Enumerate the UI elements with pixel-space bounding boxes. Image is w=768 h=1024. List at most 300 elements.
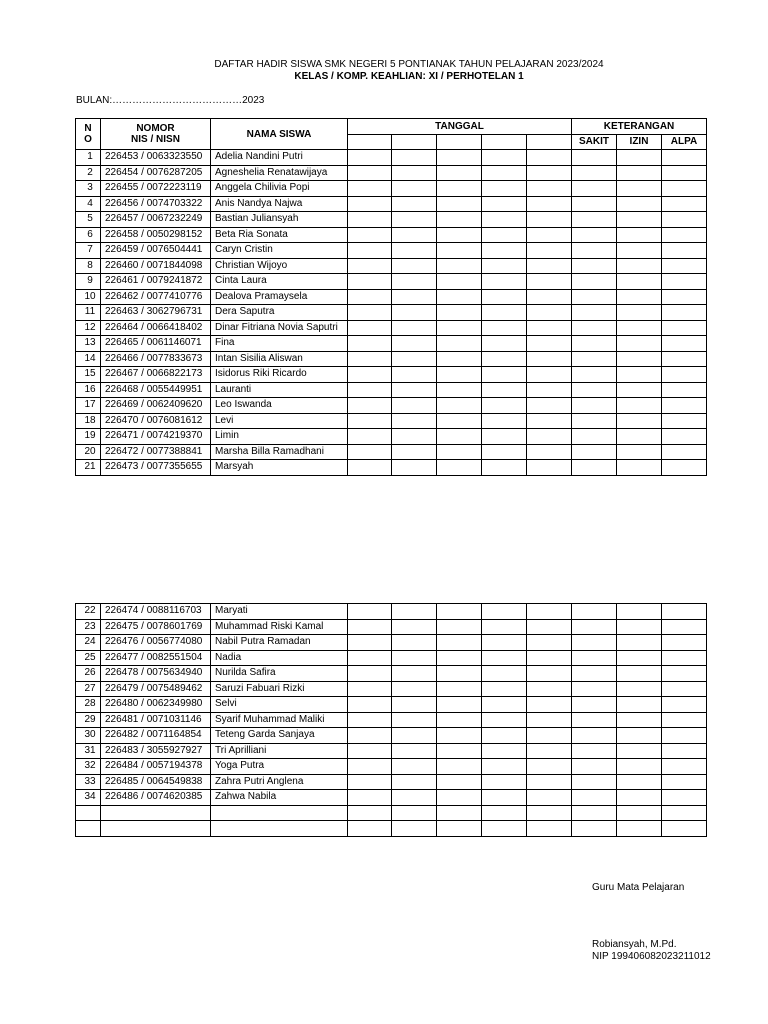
student-name xyxy=(211,821,348,837)
student-nis: 226461 / 0079241872 xyxy=(101,274,211,290)
sakit-cell xyxy=(572,790,617,806)
date-cell xyxy=(392,604,437,620)
date-cell xyxy=(527,460,572,476)
date-cell xyxy=(348,790,392,806)
student-name: Dera Saputra xyxy=(211,305,348,321)
date-cell xyxy=(392,681,437,697)
student-nis: 226465 / 0061146071 xyxy=(101,336,211,352)
sakit-cell xyxy=(572,774,617,790)
date-cell xyxy=(392,305,437,321)
student-name: Marsha Billa Ramadhani xyxy=(211,444,348,460)
student-no: 20 xyxy=(76,444,101,460)
izin-cell xyxy=(617,398,662,414)
student-no: 25 xyxy=(76,650,101,666)
student-no: 33 xyxy=(76,774,101,790)
student-no: 2 xyxy=(76,165,101,181)
date-cell xyxy=(348,743,392,759)
date-cell xyxy=(527,367,572,383)
date-cell xyxy=(482,604,527,620)
date-cell xyxy=(437,165,482,181)
date-cell xyxy=(527,444,572,460)
document-title: DAFTAR HADIR SISWA SMK NEGERI 5 PONTIANAK TAHUN PELAJARAN 2023/2024 xyxy=(214,59,604,70)
izin-cell xyxy=(617,413,662,429)
alpa-cell xyxy=(662,243,707,259)
date-cell xyxy=(482,382,527,398)
date-cell xyxy=(392,635,437,651)
table-row xyxy=(76,196,707,212)
date-cell xyxy=(348,258,392,274)
izin-cell xyxy=(617,759,662,775)
date-cell xyxy=(437,429,482,445)
alpa-cell xyxy=(662,790,707,806)
date-cell xyxy=(437,336,482,352)
student-name: Intan Sisilia Aliswan xyxy=(211,351,348,367)
alpa-cell xyxy=(662,619,707,635)
student-nis: 226473 / 0077355655 xyxy=(101,460,211,476)
table-row xyxy=(76,712,707,728)
student-no: 4 xyxy=(76,196,101,212)
date-cell xyxy=(482,320,527,336)
student-nis: 226482 / 0071164854 xyxy=(101,728,211,744)
student-no: 27 xyxy=(76,681,101,697)
sakit-cell xyxy=(572,728,617,744)
sakit-cell xyxy=(572,181,617,197)
date-cell-header xyxy=(392,134,437,150)
date-cell xyxy=(348,150,392,166)
date-cell xyxy=(348,351,392,367)
student-nis: 226469 / 0062409620 xyxy=(101,398,211,414)
date-cell xyxy=(348,274,392,290)
izin-cell xyxy=(617,150,662,166)
student-no: 31 xyxy=(76,743,101,759)
date-cell xyxy=(482,258,527,274)
student-no xyxy=(76,821,101,837)
date-cell xyxy=(392,429,437,445)
student-nis: 226468 / 0055449951 xyxy=(101,382,211,398)
date-cell xyxy=(392,243,437,259)
student-nis: 226478 / 0075634940 xyxy=(101,666,211,682)
header-nomor-line2: NIS / NISN xyxy=(131,134,180,145)
sakit-cell xyxy=(572,165,617,181)
izin-cell xyxy=(617,790,662,806)
date-cell xyxy=(437,635,482,651)
student-name: Syarif Muhammad Maliki xyxy=(211,712,348,728)
sakit-cell xyxy=(572,444,617,460)
date-cell xyxy=(437,181,482,197)
student-no: 34 xyxy=(76,790,101,806)
student-no: 11 xyxy=(76,305,101,321)
izin-cell xyxy=(617,305,662,321)
date-cell xyxy=(482,305,527,321)
date-cell-header xyxy=(482,134,527,150)
student-no: 29 xyxy=(76,712,101,728)
student-no: 21 xyxy=(76,460,101,476)
date-cell xyxy=(482,759,527,775)
student-name: Nurilda Safira xyxy=(211,666,348,682)
date-cell xyxy=(392,289,437,305)
student-nis: 226466 / 0077833673 xyxy=(101,351,211,367)
student-nis: 226459 / 0076504441 xyxy=(101,243,211,259)
sakit-cell xyxy=(572,681,617,697)
date-cell xyxy=(437,681,482,697)
student-name: Limin xyxy=(211,429,348,445)
date-cell xyxy=(527,351,572,367)
izin-cell xyxy=(617,712,662,728)
date-cell xyxy=(482,398,527,414)
date-cell xyxy=(482,336,527,352)
sakit-cell xyxy=(572,274,617,290)
table-body-part1 xyxy=(76,150,707,476)
date-cell xyxy=(437,460,482,476)
date-cell xyxy=(527,697,572,713)
student-no: 23 xyxy=(76,619,101,635)
student-name: Caryn Cristin xyxy=(211,243,348,259)
date-cell xyxy=(392,759,437,775)
student-nis: 226472 / 0077388841 xyxy=(101,444,211,460)
header-tanggal: TANGGAL xyxy=(348,119,572,135)
student-name: Anis Nandya Najwa xyxy=(211,196,348,212)
date-cell xyxy=(392,367,437,383)
student-no: 26 xyxy=(76,666,101,682)
student-nis: 226485 / 0064549838 xyxy=(101,774,211,790)
header-izin: IZIN xyxy=(617,134,662,150)
header-no xyxy=(76,119,101,150)
table-row xyxy=(76,666,707,682)
student-no: 19 xyxy=(76,429,101,445)
attendance-table-part2 xyxy=(75,603,707,837)
date-cell xyxy=(527,398,572,414)
alpa-cell xyxy=(662,367,707,383)
student-nis: 226476 / 0056774080 xyxy=(101,635,211,651)
date-cell xyxy=(437,413,482,429)
student-name: Agneshelia Renatawijaya xyxy=(211,165,348,181)
student-name: Leo Iswanda xyxy=(211,398,348,414)
sakit-cell xyxy=(572,258,617,274)
date-cell xyxy=(437,150,482,166)
student-nis: 226460 / 0071844098 xyxy=(101,258,211,274)
date-cell xyxy=(527,382,572,398)
date-cell xyxy=(527,150,572,166)
student-nis: 226470 / 0076081612 xyxy=(101,413,211,429)
alpa-cell xyxy=(662,681,707,697)
student-name: Bastian Juliansyah xyxy=(211,212,348,228)
date-cell-header xyxy=(527,134,572,150)
date-cell xyxy=(392,728,437,744)
student-name: Zahwa Nabila xyxy=(211,790,348,806)
student-nis: 226464 / 0066418402 xyxy=(101,320,211,336)
table-row xyxy=(76,604,707,620)
month-field: BULAN:…………………………………2023 xyxy=(76,95,265,106)
date-cell xyxy=(437,821,482,837)
date-cell xyxy=(482,429,527,445)
alpa-cell xyxy=(662,650,707,666)
date-cell xyxy=(482,681,527,697)
date-cell xyxy=(392,398,437,414)
izin-cell xyxy=(617,604,662,620)
izin-cell xyxy=(617,212,662,228)
date-cell xyxy=(348,460,392,476)
student-name: Saruzi Fabuari Rizki xyxy=(211,681,348,697)
date-cell xyxy=(527,743,572,759)
date-cell xyxy=(437,728,482,744)
table-row xyxy=(76,619,707,635)
date-cell xyxy=(392,774,437,790)
student-name xyxy=(211,805,348,821)
header-keterangan: KETERANGAN xyxy=(572,119,707,135)
student-no: 30 xyxy=(76,728,101,744)
date-cell xyxy=(437,305,482,321)
student-nis: 226483 / 3055927927 xyxy=(101,743,211,759)
izin-cell xyxy=(617,336,662,352)
date-cell xyxy=(437,619,482,635)
date-cell xyxy=(437,805,482,821)
izin-cell xyxy=(617,165,662,181)
date-cell xyxy=(482,460,527,476)
table-row xyxy=(76,320,707,336)
date-cell xyxy=(348,619,392,635)
student-nis: 226471 / 0074219370 xyxy=(101,429,211,445)
header-nama: NAMA SISWA xyxy=(211,119,348,150)
date-cell xyxy=(437,604,482,620)
table-row xyxy=(76,759,707,775)
date-cell xyxy=(348,367,392,383)
alpa-cell xyxy=(662,444,707,460)
student-nis: 226453 / 0063323550 xyxy=(101,150,211,166)
sakit-cell xyxy=(572,150,617,166)
date-cell xyxy=(392,712,437,728)
date-cell xyxy=(392,150,437,166)
date-cell xyxy=(437,790,482,806)
student-nis: 226458 / 0050298152 xyxy=(101,227,211,243)
date-cell xyxy=(527,759,572,775)
date-cell xyxy=(348,429,392,445)
student-no: 9 xyxy=(76,274,101,290)
student-name: Christian Wijoyo xyxy=(211,258,348,274)
date-cell xyxy=(527,196,572,212)
date-cell xyxy=(527,274,572,290)
date-cell xyxy=(527,258,572,274)
izin-cell xyxy=(617,650,662,666)
date-cell xyxy=(482,805,527,821)
date-cell xyxy=(392,650,437,666)
date-cell xyxy=(527,728,572,744)
alpa-cell xyxy=(662,196,707,212)
sakit-cell xyxy=(572,289,617,305)
alpa-cell xyxy=(662,212,707,228)
izin-cell xyxy=(617,382,662,398)
student-no: 3 xyxy=(76,181,101,197)
student-nis: 226454 / 0076287205 xyxy=(101,165,211,181)
alpa-cell xyxy=(662,150,707,166)
date-cell xyxy=(482,367,527,383)
date-cell xyxy=(348,774,392,790)
table-row xyxy=(76,382,707,398)
student-nis: 226455 / 0072223119 xyxy=(101,181,211,197)
sakit-cell xyxy=(572,697,617,713)
date-cell xyxy=(437,666,482,682)
date-cell xyxy=(527,821,572,837)
student-nis: 226481 / 0071031146 xyxy=(101,712,211,728)
student-name: Beta Ria Sonata xyxy=(211,227,348,243)
student-nis: 226477 / 0082551504 xyxy=(101,650,211,666)
sakit-cell xyxy=(572,821,617,837)
student-no: 22 xyxy=(76,604,101,620)
alpa-cell xyxy=(662,227,707,243)
date-cell xyxy=(348,728,392,744)
student-name: Maryati xyxy=(211,604,348,620)
date-cell xyxy=(437,398,482,414)
date-cell xyxy=(437,243,482,259)
alpa-cell xyxy=(662,165,707,181)
date-cell xyxy=(437,759,482,775)
date-cell xyxy=(482,635,527,651)
student-name: Nabil Putra Ramadan xyxy=(211,635,348,651)
signature-nip: NIP 199406082023211012 xyxy=(592,951,711,962)
student-nis: 226484 / 0057194378 xyxy=(101,759,211,775)
sakit-cell xyxy=(572,635,617,651)
student-nis: 226456 / 0074703322 xyxy=(101,196,211,212)
date-cell xyxy=(527,212,572,228)
student-nis xyxy=(101,821,211,837)
date-cell xyxy=(482,743,527,759)
alpa-cell xyxy=(662,697,707,713)
table-row xyxy=(76,150,707,166)
alpa-cell xyxy=(662,429,707,445)
sakit-cell xyxy=(572,429,617,445)
izin-cell xyxy=(617,743,662,759)
student-name: Adelia Nandini Putri xyxy=(211,150,348,166)
table-row xyxy=(76,635,707,651)
student-no: 5 xyxy=(76,212,101,228)
sakit-cell xyxy=(572,227,617,243)
sakit-cell xyxy=(572,367,617,383)
signature-name: Robiansyah, M.Pd. xyxy=(592,939,677,950)
date-cell xyxy=(527,227,572,243)
date-cell xyxy=(348,289,392,305)
izin-cell xyxy=(617,258,662,274)
date-cell xyxy=(527,666,572,682)
date-cell xyxy=(527,165,572,181)
izin-cell xyxy=(617,243,662,259)
date-cell xyxy=(392,743,437,759)
date-cell xyxy=(437,444,482,460)
signature-role: Guru Mata Pelajaran xyxy=(592,882,685,893)
sakit-cell xyxy=(572,650,617,666)
table-row xyxy=(76,413,707,429)
date-cell xyxy=(348,382,392,398)
date-cell xyxy=(527,243,572,259)
izin-cell xyxy=(617,681,662,697)
student-no: 7 xyxy=(76,243,101,259)
izin-cell xyxy=(617,805,662,821)
date-cell xyxy=(527,712,572,728)
date-cell xyxy=(392,351,437,367)
date-cell xyxy=(482,181,527,197)
izin-cell xyxy=(617,444,662,460)
date-cell xyxy=(348,212,392,228)
date-cell xyxy=(482,212,527,228)
date-cell xyxy=(527,805,572,821)
student-name: Marsyah xyxy=(211,460,348,476)
student-name: Cinta Laura xyxy=(211,274,348,290)
student-name: Anggela Chilivia Popi xyxy=(211,181,348,197)
table-row xyxy=(76,274,707,290)
table-row xyxy=(76,774,707,790)
date-cell xyxy=(348,805,392,821)
date-cell xyxy=(482,444,527,460)
student-nis: 226486 / 0074620385 xyxy=(101,790,211,806)
alpa-cell xyxy=(662,712,707,728)
alpa-cell xyxy=(662,413,707,429)
alpa-cell xyxy=(662,805,707,821)
student-nis: 226467 / 0066822173 xyxy=(101,367,211,383)
student-no: 14 xyxy=(76,351,101,367)
date-cell xyxy=(437,697,482,713)
alpa-cell xyxy=(662,774,707,790)
date-cell xyxy=(392,382,437,398)
date-cell xyxy=(392,460,437,476)
table-row xyxy=(76,681,707,697)
izin-cell xyxy=(617,666,662,682)
sakit-cell xyxy=(572,382,617,398)
izin-cell xyxy=(617,619,662,635)
date-cell xyxy=(437,743,482,759)
sakit-cell xyxy=(572,619,617,635)
date-cell xyxy=(437,351,482,367)
alpa-cell xyxy=(662,604,707,620)
date-cell xyxy=(437,274,482,290)
izin-cell xyxy=(617,774,662,790)
date-cell xyxy=(392,619,437,635)
date-cell xyxy=(348,712,392,728)
student-name: Fina xyxy=(211,336,348,352)
date-cell xyxy=(527,774,572,790)
date-cell xyxy=(348,336,392,352)
date-cell xyxy=(527,681,572,697)
date-cell xyxy=(348,650,392,666)
sakit-cell xyxy=(572,305,617,321)
table-row xyxy=(76,227,707,243)
header-no-line2: O xyxy=(84,134,92,145)
student-no: 15 xyxy=(76,367,101,383)
sakit-cell xyxy=(572,413,617,429)
student-no: 6 xyxy=(76,227,101,243)
student-nis: 226480 / 0062349980 xyxy=(101,697,211,713)
date-cell xyxy=(348,444,392,460)
date-cell xyxy=(392,181,437,197)
sakit-cell xyxy=(572,320,617,336)
alpa-cell xyxy=(662,336,707,352)
sakit-cell xyxy=(572,212,617,228)
date-cell xyxy=(482,666,527,682)
izin-cell xyxy=(617,697,662,713)
date-cell xyxy=(348,821,392,837)
izin-cell xyxy=(617,635,662,651)
student-nis: 226457 / 0067232249 xyxy=(101,212,211,228)
date-cell xyxy=(437,289,482,305)
alpa-cell xyxy=(662,382,707,398)
student-nis: 226463 / 3062796731 xyxy=(101,305,211,321)
date-cell xyxy=(527,305,572,321)
date-cell xyxy=(392,697,437,713)
table-row xyxy=(76,398,707,414)
date-cell xyxy=(482,196,527,212)
alpa-cell xyxy=(662,821,707,837)
table-row xyxy=(76,165,707,181)
date-cell xyxy=(392,165,437,181)
date-cell xyxy=(392,444,437,460)
date-cell xyxy=(392,805,437,821)
